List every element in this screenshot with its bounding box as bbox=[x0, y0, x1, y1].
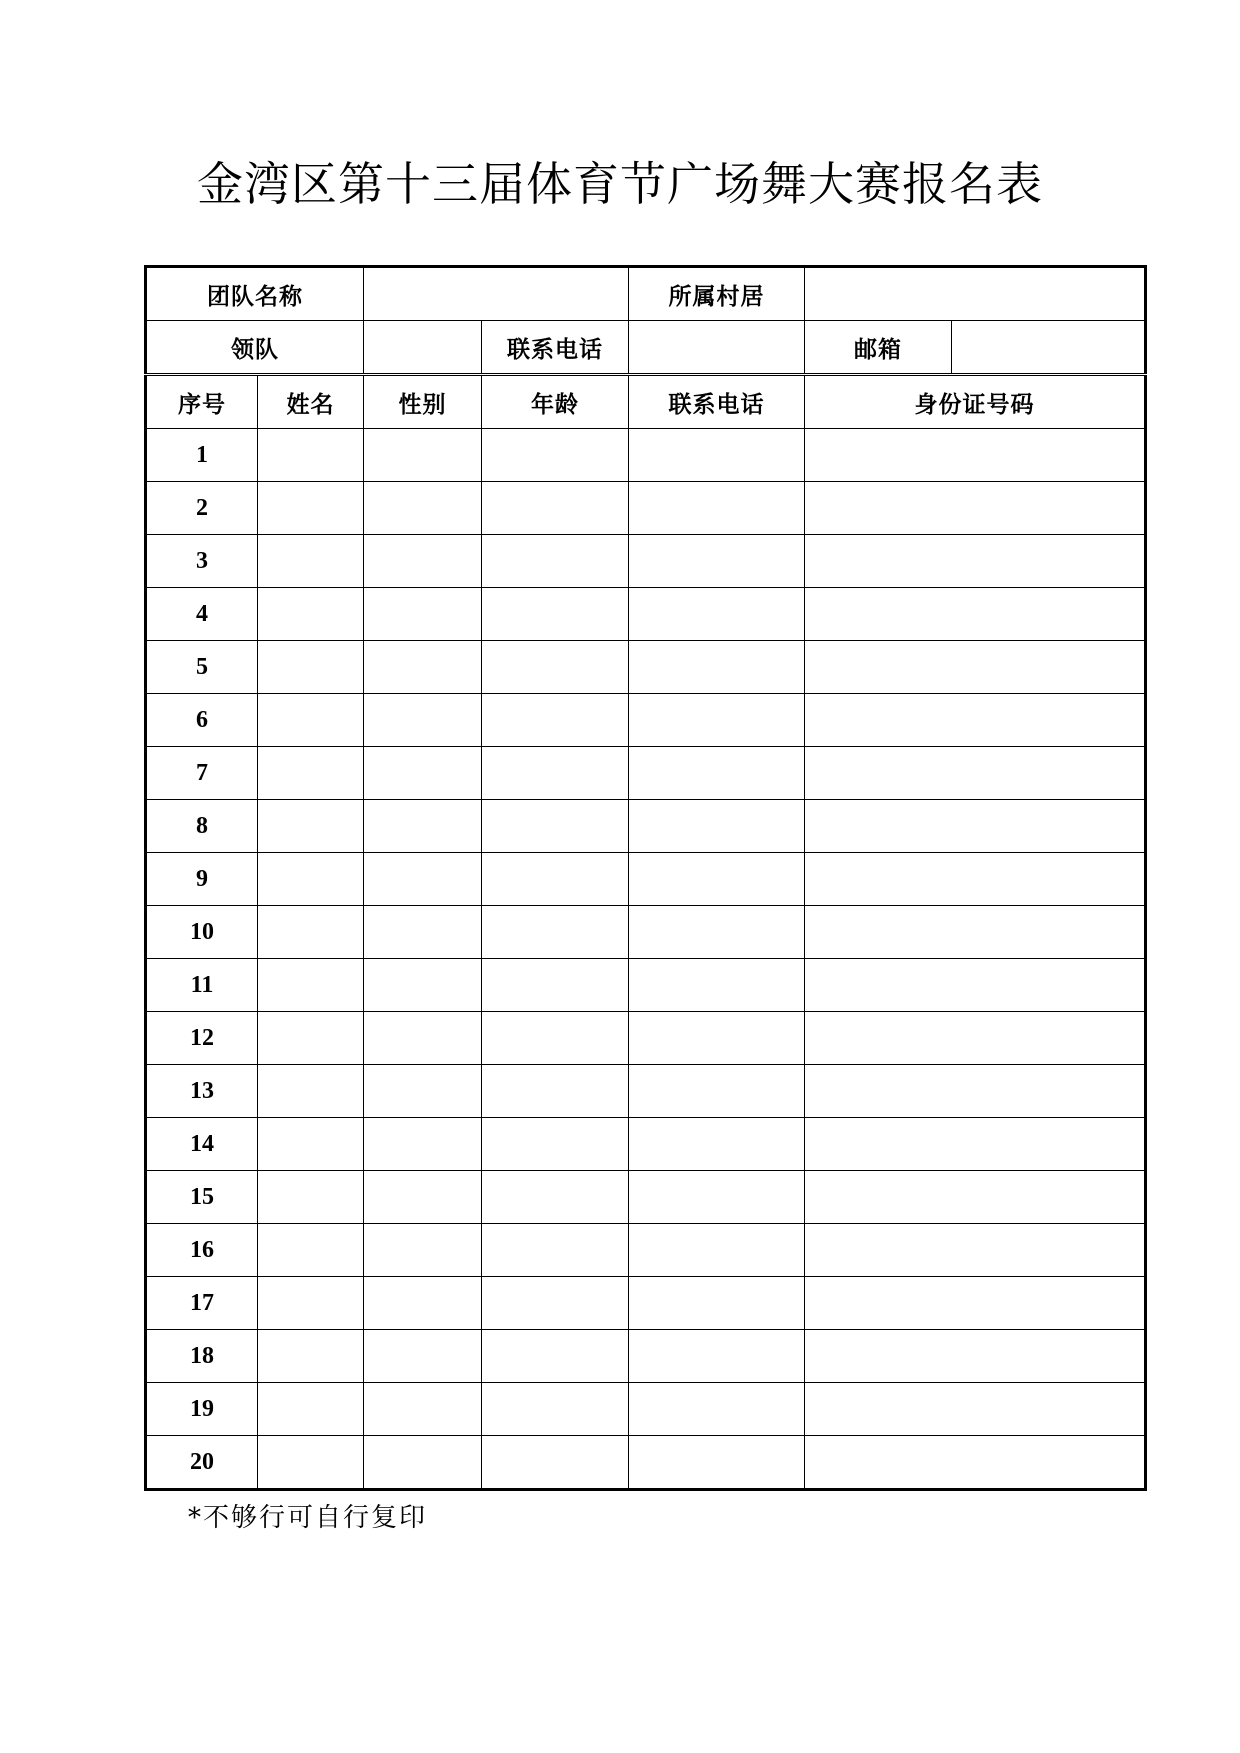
footnote: *不够行可自行复印 bbox=[188, 1503, 428, 1533]
table-row bbox=[146, 1012, 1146, 1065]
row-number: 2 bbox=[146, 482, 258, 535]
row-id-number-cell[interactable] bbox=[805, 1224, 1146, 1277]
row-age-cell[interactable] bbox=[482, 641, 629, 694]
table-row bbox=[146, 906, 1146, 959]
row-number: 16 bbox=[146, 1224, 258, 1277]
row-id-number-cell[interactable] bbox=[805, 959, 1146, 1012]
col-header-gender: 性别 bbox=[364, 375, 482, 429]
table-row bbox=[146, 1065, 1146, 1118]
row-age-cell[interactable] bbox=[482, 1383, 629, 1436]
row-number: 3 bbox=[146, 535, 258, 588]
row-gender-cell[interactable] bbox=[364, 1224, 482, 1277]
row-id-number-cell[interactable] bbox=[805, 853, 1146, 906]
row-id-number-cell[interactable] bbox=[805, 1383, 1146, 1436]
row-gender-cell[interactable] bbox=[364, 1171, 482, 1224]
row-number: 10 bbox=[146, 906, 258, 959]
row-id-number-cell[interactable] bbox=[805, 482, 1146, 535]
row-gender-cell[interactable] bbox=[364, 535, 482, 588]
row-id-number-cell[interactable] bbox=[805, 1118, 1146, 1171]
form-title: 金湾区第十三届体育节广场舞大赛报名表 bbox=[197, 157, 1043, 211]
row-age-cell[interactable] bbox=[482, 588, 629, 641]
row-phone-cell[interactable] bbox=[629, 800, 805, 853]
row-gender-cell[interactable] bbox=[364, 747, 482, 800]
row-name-cell[interactable] bbox=[258, 588, 364, 641]
row-age-cell[interactable] bbox=[482, 747, 629, 800]
row-number: 18 bbox=[146, 1330, 258, 1383]
row-id-number-cell[interactable] bbox=[805, 535, 1146, 588]
row-gender-cell[interactable] bbox=[364, 853, 482, 906]
table-row bbox=[146, 1171, 1146, 1224]
row-name-cell[interactable] bbox=[258, 1065, 364, 1118]
row-id-number-cell[interactable] bbox=[805, 747, 1146, 800]
row-number: 11 bbox=[146, 959, 258, 1012]
table-row bbox=[146, 429, 1146, 482]
row-id-number-cell[interactable] bbox=[805, 429, 1146, 482]
row-gender-cell[interactable] bbox=[364, 1118, 482, 1171]
row-id-number-cell[interactable] bbox=[805, 1171, 1146, 1224]
row-gender-cell[interactable] bbox=[364, 694, 482, 747]
row-name-cell[interactable] bbox=[258, 1436, 364, 1490]
row-age-cell[interactable] bbox=[482, 1277, 629, 1330]
row-name-cell[interactable] bbox=[258, 853, 364, 906]
phone-field[interactable] bbox=[629, 321, 805, 375]
row-name-cell[interactable] bbox=[258, 482, 364, 535]
row-phone-cell[interactable] bbox=[629, 1330, 805, 1383]
village-label: 所属村居 bbox=[629, 267, 805, 321]
row-gender-cell[interactable] bbox=[364, 588, 482, 641]
row-id-number-cell[interactable] bbox=[805, 641, 1146, 694]
row-phone-cell[interactable] bbox=[629, 1171, 805, 1224]
row-gender-cell[interactable] bbox=[364, 1277, 482, 1330]
table-row bbox=[146, 1330, 1146, 1383]
row-number: 13 bbox=[146, 1065, 258, 1118]
table-row bbox=[146, 1383, 1146, 1436]
table-row bbox=[146, 747, 1146, 800]
row-number: 1 bbox=[146, 429, 258, 482]
leader-field[interactable] bbox=[364, 321, 482, 375]
row-id-number-cell[interactable] bbox=[805, 906, 1146, 959]
row-number: 5 bbox=[146, 641, 258, 694]
table-row bbox=[146, 641, 1146, 694]
row-id-number-cell[interactable] bbox=[805, 1436, 1146, 1490]
table-row bbox=[146, 800, 1146, 853]
row-number: 7 bbox=[146, 747, 258, 800]
row-number: 12 bbox=[146, 1012, 258, 1065]
row-id-number-cell[interactable] bbox=[805, 694, 1146, 747]
row-name-cell[interactable] bbox=[258, 1118, 364, 1171]
col-header-phone: 联系电话 bbox=[629, 375, 805, 429]
table-row bbox=[146, 1436, 1146, 1490]
row-name-cell[interactable] bbox=[258, 1224, 364, 1277]
row-phone-cell[interactable] bbox=[629, 1277, 805, 1330]
col-header-id-number: 身份证号码 bbox=[805, 375, 1146, 429]
row-phone-cell[interactable] bbox=[629, 1224, 805, 1277]
leader-info-row bbox=[146, 321, 1146, 375]
row-number: 14 bbox=[146, 1118, 258, 1171]
row-name-cell[interactable] bbox=[258, 906, 364, 959]
row-number: 19 bbox=[146, 1383, 258, 1436]
row-number: 6 bbox=[146, 694, 258, 747]
column-header-row bbox=[146, 375, 1146, 429]
row-phone-cell[interactable] bbox=[629, 482, 805, 535]
email-label: 邮箱 bbox=[805, 321, 952, 375]
row-phone-cell[interactable] bbox=[629, 1012, 805, 1065]
row-phone-cell[interactable] bbox=[629, 641, 805, 694]
row-id-number-cell[interactable] bbox=[805, 800, 1146, 853]
row-number: 15 bbox=[146, 1171, 258, 1224]
table-row bbox=[146, 853, 1146, 906]
row-phone-cell[interactable] bbox=[629, 1383, 805, 1436]
row-phone-cell[interactable] bbox=[629, 959, 805, 1012]
row-name-cell[interactable] bbox=[258, 1012, 364, 1065]
row-name-cell[interactable] bbox=[258, 535, 364, 588]
row-gender-cell[interactable] bbox=[364, 1065, 482, 1118]
row-age-cell[interactable] bbox=[482, 853, 629, 906]
row-age-cell[interactable] bbox=[482, 535, 629, 588]
village-field[interactable] bbox=[805, 267, 1146, 321]
table-row bbox=[146, 1118, 1146, 1171]
row-age-cell[interactable] bbox=[482, 1171, 629, 1224]
row-gender-cell[interactable] bbox=[364, 1383, 482, 1436]
row-phone-cell[interactable] bbox=[629, 694, 805, 747]
table-row bbox=[146, 535, 1146, 588]
row-age-cell[interactable] bbox=[482, 1436, 629, 1490]
row-id-number-cell[interactable] bbox=[805, 588, 1146, 641]
row-number: 17 bbox=[146, 1277, 258, 1330]
row-age-cell[interactable] bbox=[482, 1065, 629, 1118]
row-number: 9 bbox=[146, 853, 258, 906]
row-name-cell[interactable] bbox=[258, 747, 364, 800]
row-phone-cell[interactable] bbox=[629, 906, 805, 959]
row-name-cell[interactable] bbox=[258, 1330, 364, 1383]
row-phone-cell[interactable] bbox=[629, 1065, 805, 1118]
row-age-cell[interactable] bbox=[482, 694, 629, 747]
row-gender-cell[interactable] bbox=[364, 1330, 482, 1383]
row-number: 8 bbox=[146, 800, 258, 853]
row-name-cell[interactable] bbox=[258, 959, 364, 1012]
row-phone-cell[interactable] bbox=[629, 747, 805, 800]
row-phone-cell[interactable] bbox=[629, 853, 805, 906]
row-gender-cell[interactable] bbox=[364, 959, 482, 1012]
row-phone-cell[interactable] bbox=[629, 1436, 805, 1490]
row-name-cell[interactable] bbox=[258, 1383, 364, 1436]
team-name-field[interactable] bbox=[364, 267, 629, 321]
row-name-cell[interactable] bbox=[258, 800, 364, 853]
row-gender-cell[interactable] bbox=[364, 482, 482, 535]
row-age-cell[interactable] bbox=[482, 429, 629, 482]
registration-table bbox=[144, 265, 1147, 1491]
row-age-cell[interactable] bbox=[482, 1224, 629, 1277]
table-row bbox=[146, 482, 1146, 535]
row-gender-cell[interactable] bbox=[364, 800, 482, 853]
row-name-cell[interactable] bbox=[258, 1171, 364, 1224]
table-row bbox=[146, 588, 1146, 641]
email-field[interactable] bbox=[952, 321, 1146, 375]
row-name-cell[interactable] bbox=[258, 429, 364, 482]
team-info-row bbox=[146, 267, 1146, 321]
row-age-cell[interactable] bbox=[482, 482, 629, 535]
row-phone-cell[interactable] bbox=[629, 588, 805, 641]
row-gender-cell[interactable] bbox=[364, 641, 482, 694]
row-age-cell[interactable] bbox=[482, 906, 629, 959]
row-number: 4 bbox=[146, 588, 258, 641]
table-row bbox=[146, 1277, 1146, 1330]
col-header-name: 姓名 bbox=[258, 375, 364, 429]
col-header-no: 序号 bbox=[146, 375, 258, 429]
row-id-number-cell[interactable] bbox=[805, 1330, 1146, 1383]
row-phone-cell[interactable] bbox=[629, 1118, 805, 1171]
row-age-cell[interactable] bbox=[482, 1118, 629, 1171]
row-id-number-cell[interactable] bbox=[805, 1065, 1146, 1118]
row-gender-cell[interactable] bbox=[364, 1436, 482, 1490]
phone-label: 联系电话 bbox=[482, 321, 629, 375]
row-age-cell[interactable] bbox=[482, 1330, 629, 1383]
row-phone-cell[interactable] bbox=[629, 535, 805, 588]
row-number: 20 bbox=[146, 1436, 258, 1490]
row-gender-cell[interactable] bbox=[364, 906, 482, 959]
table-row bbox=[146, 1224, 1146, 1277]
row-phone-cell[interactable] bbox=[629, 429, 805, 482]
col-header-age: 年龄 bbox=[482, 375, 629, 429]
row-id-number-cell[interactable] bbox=[805, 1277, 1146, 1330]
row-name-cell[interactable] bbox=[258, 694, 364, 747]
table-row bbox=[146, 694, 1146, 747]
row-name-cell[interactable] bbox=[258, 1277, 364, 1330]
row-age-cell[interactable] bbox=[482, 800, 629, 853]
row-name-cell[interactable] bbox=[258, 641, 364, 694]
team-name-label: 团队名称 bbox=[146, 267, 364, 321]
row-id-number-cell[interactable] bbox=[805, 1012, 1146, 1065]
row-gender-cell[interactable] bbox=[364, 429, 482, 482]
table-row bbox=[146, 959, 1146, 1012]
leader-label: 领队 bbox=[146, 321, 364, 375]
row-age-cell[interactable] bbox=[482, 1012, 629, 1065]
row-gender-cell[interactable] bbox=[364, 1012, 482, 1065]
row-age-cell[interactable] bbox=[482, 959, 629, 1012]
